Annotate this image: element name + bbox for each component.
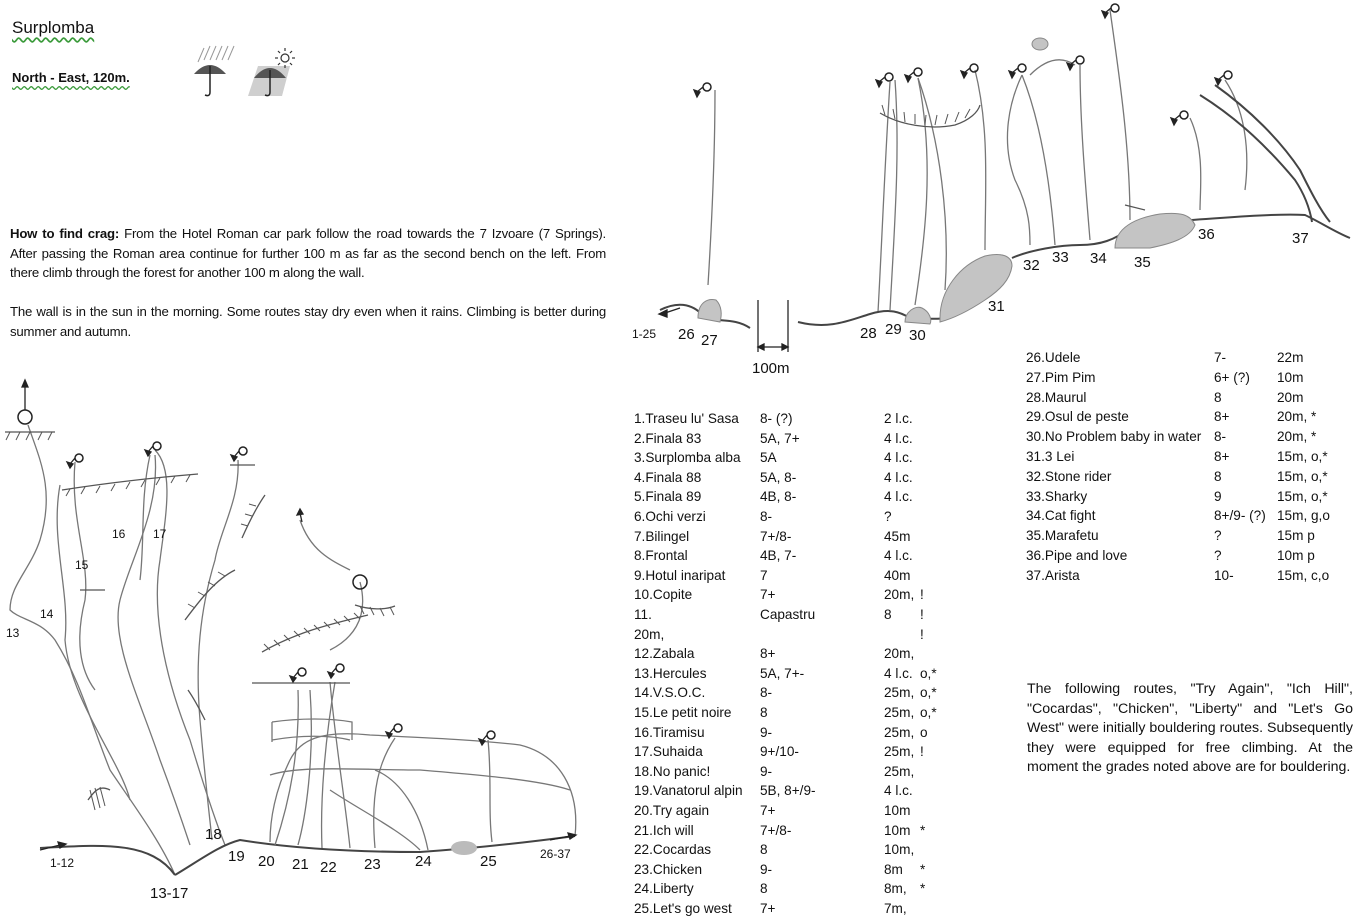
route-number-13: 13	[6, 626, 20, 640]
route-name: 20.Try again	[634, 803, 710, 818]
route-len: 15m, c,o	[1277, 567, 1330, 583]
route-len: 4 l.c.	[884, 469, 913, 485]
route-name: 17.Suhaida	[634, 744, 703, 760]
route-grade: 9-	[760, 724, 773, 740]
route-len: 15m, o,*	[1277, 468, 1328, 484]
route-len: 20m, *	[1277, 429, 1317, 445]
route-grade: 8+/9- (?)	[1214, 508, 1266, 524]
route-name: 34.Cat fight	[1026, 508, 1096, 524]
route-number-20: 20	[258, 853, 275, 870]
route-grade: 8+	[1214, 449, 1230, 464]
route-grade: 5A, 7+	[760, 430, 800, 446]
route-grade: 7+	[760, 803, 776, 818]
route-number-15: 15	[75, 558, 89, 572]
route-number-29: 29	[885, 321, 902, 338]
route-number-32: 32	[1023, 257, 1040, 274]
route-len: 25m,	[884, 705, 915, 720]
route-number-34: 34	[1090, 250, 1107, 267]
route-name: 32.Stone rider	[1026, 468, 1112, 484]
route-name: 21.Ich will	[634, 822, 694, 838]
route-name: 10.Copite	[634, 587, 693, 603]
route-number-36: 36	[1198, 226, 1215, 243]
route-name: 6.Ochi verzi	[634, 509, 706, 524]
route-name: 33.Sharky	[1026, 488, 1088, 504]
route-len: 8m	[884, 861, 903, 877]
route-mark: *	[920, 861, 926, 877]
route-grade: 5B, 8+/9-	[760, 783, 816, 799]
route-grade: 5A, 8-	[760, 469, 797, 485]
route-name: 30.No Problem baby in water	[1026, 429, 1202, 445]
route-grade: 9	[1214, 488, 1222, 504]
route-name: 9.Hotul inaripat	[634, 567, 726, 583]
route-number-28: 28	[860, 325, 877, 342]
route-grade: 5A, 7+-	[760, 665, 805, 681]
route-name: 13.Hercules	[634, 665, 707, 681]
route-name: 37.Arista	[1026, 567, 1080, 583]
route-number-21: 21	[292, 856, 309, 873]
route-grade: 6+ (?)	[1214, 369, 1250, 385]
route-number-16: 16	[112, 527, 126, 541]
route-name: 24.Liberty	[634, 881, 694, 897]
route-name: 18.No panic!	[634, 763, 711, 779]
route-len: 15m, g,o	[1277, 508, 1330, 524]
route-grade: ?	[1214, 528, 1222, 544]
route-mark: o,*	[920, 705, 937, 720]
route-len: 4 l.c.	[884, 548, 913, 564]
route-grade: 8+	[760, 646, 776, 662]
route-number-14: 14	[40, 607, 54, 621]
route-name: 4.Finala 88	[634, 469, 702, 485]
route-name: 28.Maurul	[1026, 389, 1087, 405]
route-grade: 7	[760, 567, 768, 583]
route-name: 1.Traseu lu' Sasa	[634, 411, 739, 426]
route-mark: !	[920, 587, 924, 603]
route-len: 10m	[884, 822, 911, 838]
route-len: 25m,	[884, 763, 915, 779]
route-name: 27.Pim Pim	[1026, 369, 1096, 385]
route-number-37: 37	[1292, 230, 1309, 247]
route-len: 45m	[884, 528, 911, 544]
route-grade: 7+/8-	[760, 528, 792, 544]
route-len: 20m,	[884, 646, 915, 662]
route-grade: 8	[760, 881, 768, 897]
route-len: 4 l.c.	[884, 783, 913, 799]
path-label-1-25: 1-25	[632, 327, 657, 341]
route-name: 29.Osul de peste	[1026, 409, 1129, 425]
route-len: 10m	[1277, 369, 1304, 385]
sun-info-paragraph: The wall is in the sun in the morning. Some routes stay dry even when it rains. Climbing is better during summer and autumn.	[10, 304, 606, 339]
route-name: 8.Frontal	[634, 548, 688, 564]
route-name: 22.Cocardas	[634, 842, 712, 858]
path-label-right: 26-37	[540, 847, 571, 861]
route-grade: 9-	[760, 861, 773, 877]
route-len: 20m	[1277, 389, 1304, 405]
route-grade: 5A	[760, 450, 777, 466]
route-number-33: 33	[1052, 249, 1069, 266]
route-grade: 8+	[1214, 409, 1230, 425]
route-len: 15m, o,*	[1277, 488, 1328, 504]
route-len: 10m p	[1277, 548, 1315, 563]
route-name: 14.V.S.O.C.	[634, 685, 706, 701]
route-grade: 8	[760, 705, 768, 720]
route-grade: ?	[1214, 548, 1222, 563]
route-grade: 7+	[760, 587, 776, 603]
route-len: 40m	[884, 567, 911, 583]
route-grade: 8	[760, 842, 768, 858]
route-grade: 4B, 8-	[760, 489, 797, 505]
bouldering-note: The following routes, "Try Again", "Ich Hill", "Cocardas", "Chicken", "Liberty" and "Let's Go West" were initially bouldering routes. Subsequently they were equipped for free climbing. At the moment the grades noted above are for bouldering.	[1027, 681, 1353, 775]
route-grade: 8-	[760, 685, 773, 701]
route-grade: 8	[1214, 389, 1222, 405]
route-len: 4 l.c.	[884, 430, 913, 446]
route-number-25: 25	[480, 853, 497, 870]
route-len: 25m,	[884, 685, 915, 701]
route-len: 4 l.c.	[884, 489, 913, 505]
route-mark: !	[920, 607, 924, 622]
route-len: 20m, *	[1277, 409, 1317, 425]
route-grade: 4B, 7-	[760, 548, 797, 564]
route-name: 12.Zabala	[634, 646, 695, 662]
route-len: 25m,	[884, 744, 915, 760]
crag-orientation: North - East, 120m.	[12, 70, 130, 85]
route-name: 16.Tiramisu	[634, 724, 705, 740]
route-name: 7.Bilingel	[634, 528, 690, 544]
find-crag-text: From the Hotel Roman car park follow the road towards the 7 Izvoare (7 Springs). After passing the Roman area continue for further 100 m as far as the second bench on the left. From there climb through the forest for another 100 m along the wall.	[10, 226, 606, 280]
route-len: 15m p	[1277, 528, 1315, 544]
route-len: 4 l.c.	[884, 450, 913, 466]
route-grade: 8- (?)	[760, 411, 793, 426]
route-grade: 7+/8-	[760, 822, 792, 838]
route-name: 20m,	[634, 626, 665, 642]
route-grade: 7+	[760, 901, 776, 916]
route-len: 25m,	[884, 724, 915, 740]
route-mark: o,*	[920, 685, 937, 701]
route-mark: o,*	[920, 665, 937, 681]
route-len: ?	[884, 509, 892, 524]
route-len: 2 l.c.	[884, 411, 913, 426]
route-name: 3.Surplomba alba	[634, 450, 741, 466]
route-name: 31.3 Lei	[1026, 449, 1075, 464]
route-name: 15.Le petit noire	[634, 705, 732, 720]
route-len: 8m,	[884, 881, 907, 897]
page-title: Surplomba	[12, 18, 95, 37]
route-number-23: 23	[364, 856, 381, 873]
route-len: 8	[884, 607, 892, 622]
find-crag-label: How to find crag:	[10, 226, 120, 241]
route-number-24: 24	[415, 853, 432, 870]
route-grade: 8	[1214, 468, 1222, 484]
route-mark: *	[920, 881, 926, 897]
route-mark: !	[920, 744, 924, 760]
route-len: 15m, o,*	[1277, 449, 1328, 464]
route-mark: o	[920, 724, 928, 740]
route-name: 26.Udele	[1026, 350, 1081, 365]
route-mark: !	[920, 626, 924, 642]
route-name: 11.	[634, 607, 652, 622]
route-name: 2.Finala 83	[634, 430, 702, 446]
route-name: 25.Let's go west	[634, 901, 732, 916]
route-grade: 8-	[1214, 429, 1227, 445]
route-grade: 8-	[760, 509, 773, 524]
route-len: 10m	[884, 803, 911, 818]
route-name: 23.Chicken	[634, 861, 703, 877]
route-number-22: 22	[320, 859, 337, 876]
route-len: 4 l.c.	[884, 665, 913, 681]
route-mark: *	[920, 822, 926, 838]
route-number-27: 27	[701, 332, 718, 349]
route-len: 7m,	[884, 901, 907, 916]
route-number-30: 30	[909, 327, 926, 344]
route-grade: 9-	[760, 763, 773, 779]
route-number-31: 31	[988, 298, 1005, 315]
scale-label: 100m	[752, 360, 790, 377]
route-grade: Capastru	[760, 607, 816, 622]
route-number-19: 19	[228, 848, 245, 865]
route-len: 10m,	[884, 842, 915, 858]
route-number-35: 35	[1134, 254, 1151, 271]
path-label-bottom: 13-17	[150, 885, 189, 902]
route-number-17: 17	[153, 527, 167, 541]
route-len: 22m	[1277, 350, 1304, 365]
route-number-26: 26	[678, 326, 695, 343]
route-grade: 9+/10-	[760, 744, 799, 760]
route-name: 36.Pipe and love	[1026, 548, 1128, 563]
route-name: 35.Marafetu	[1026, 528, 1099, 544]
route-number-18: 18	[205, 826, 222, 843]
route-name: 19.Vanatorul alpin	[634, 783, 743, 799]
path-label-left: 1-12	[50, 856, 75, 870]
route-grade: 7-	[1214, 350, 1227, 365]
route-name: 5.Finala 89	[634, 489, 702, 505]
route-grade: 10-	[1214, 567, 1234, 583]
route-len: 20m,	[884, 587, 915, 603]
